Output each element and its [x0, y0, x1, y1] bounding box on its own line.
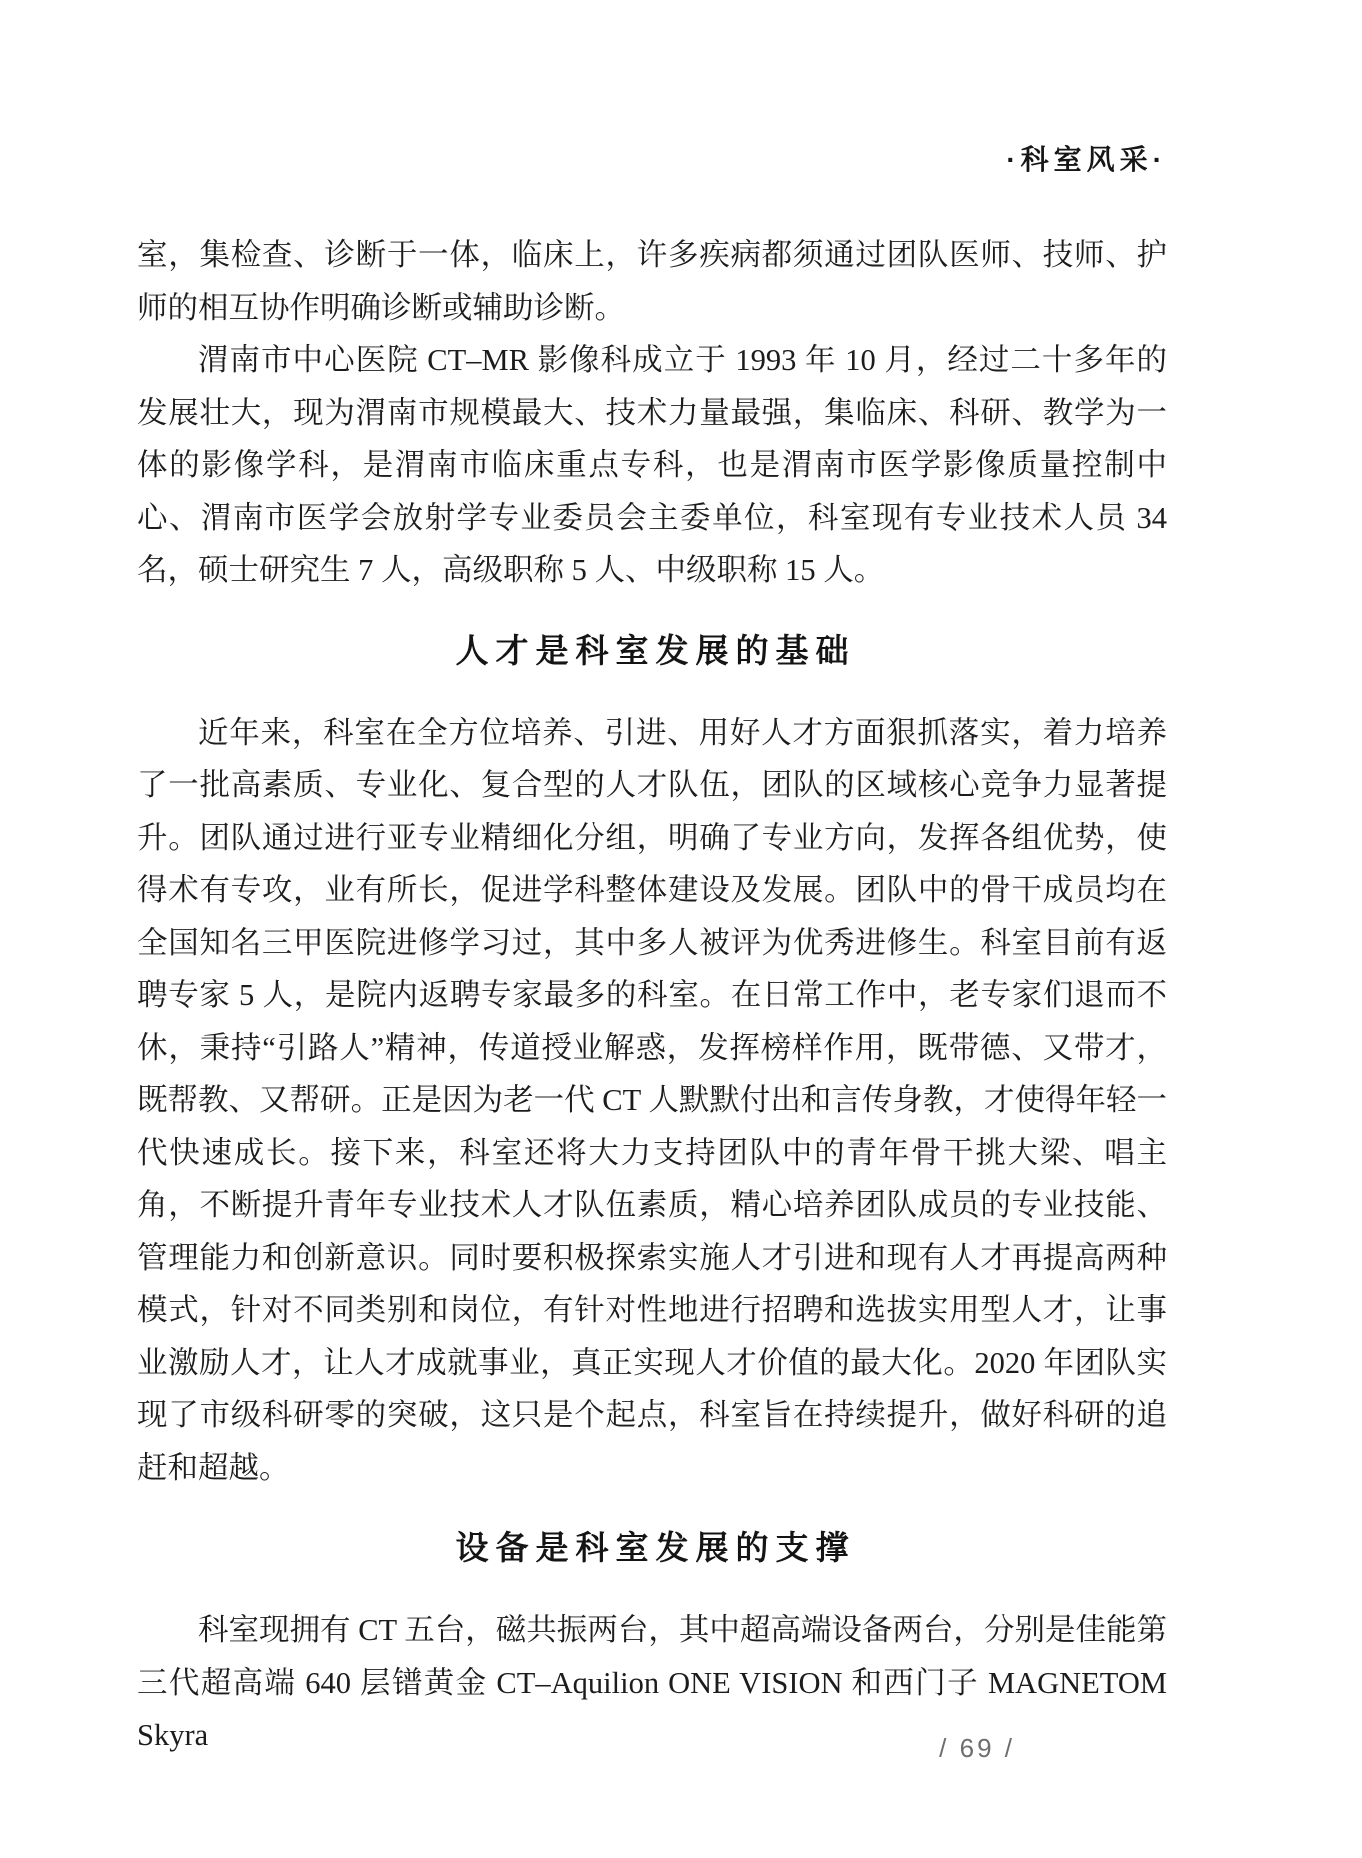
page-footer: [0, 1733, 1015, 1764]
column-header-label: ·科室风采·: [1006, 144, 1167, 175]
article-body: [137, 229, 1167, 1762]
paragraph-intro-continuation: 室，集检查、诊断于一体，临床上，许多疾病都须通过团队医师、技师、护师的相互协作明确诊断或辅助诊断。: [137, 238, 1167, 325]
paragraph-equipment-body: 科室现拥有 CT 五台，磁共振两台，其中超高端设备两台，分别是佳能第三代超高端 640 层镨黄金 CT–Aquilion ONE VISION 和西门子 MAGNETOM Skyra: [137, 1613, 1167, 1752]
page-number: / 69 /: [939, 1733, 1015, 1763]
page-header: [137, 138, 1167, 178]
section-heading-equipment: 设备是科室发展的支撑: [455, 1531, 856, 1567]
paragraph-talent-body: 近年来，科室在全方位培养、引进、用好人才方面狠抓落实，着力培养了一批高素质、专业化、复合型的人才队伍，团队的区域核心竞争力显著提升。团队通过进行亚专业精细化分组，明确了专业方向，发挥各组优势，使得术有专攻，业有所长，促进学科整体建设及发展。团队中的骨干成员均在全国知名三甲医院进修学习过，其中多人被评为优秀进修生。科室目前有返聘专家 5 人，是院内返聘专家最多的科室。在日常工作中，老专家们退而不休，秉持“引路人”精神，传道授业解惑，发挥榜样作用，既带德、又带才，既帮教、又帮研。正是因为老一代 CT 人默默付出和言传身教，才使得年轻一代快速成长。接下来，科室还将大力支持团队中的青年骨干挑大梁、唱主角，不断提升青年专业技术人才队伍素质，精心培养团队成员的专业技能、管理能力和创新意识。同时要积极探索实施人才引进和现有人才再提高两种模式，针对不同类别和岗位，有针对性地进行招聘和选拔实用型人才，让事业激励人才，让人才成就事业，真正实现人才价值的最大化。2020 年团队实现了市级科研零的突破，这只是个起点，科室旨在持续提升，做好科研的追赶和超越。: [137, 715, 1167, 1485]
section-heading-talent: 人才是科室发展的基础: [455, 633, 856, 670]
paragraph-department-history: 渭南市中心医院 CT–MR 影像科成立于 1993 年 10 月，经过二十多年的发展壮大，现为渭南市规模最大、技术力量最强，集临床、科研、教学为一体的影像学科，是渭南市临床重点专科，也是渭南市医学影像质量控制中心、渭南市医学会放射学专业委员会主委单位，科室现有专业技术人员 34 名，硕士研究生 7 人，高级职称 5 人、中级职称 15 人。: [137, 343, 1167, 587]
